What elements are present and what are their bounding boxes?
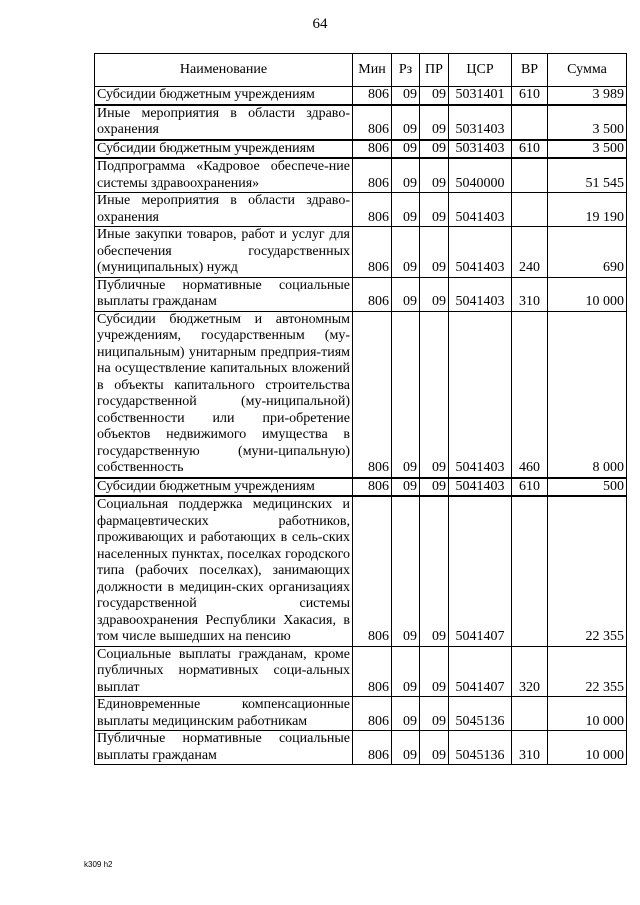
row-min: 806 xyxy=(353,158,392,193)
table-row xyxy=(95,140,627,159)
row-rz: 09 xyxy=(392,227,420,278)
row-csr: 5045136 xyxy=(449,697,512,731)
row-pr: 09 xyxy=(420,140,449,159)
table-row xyxy=(95,697,627,731)
row-name: Иные мероприятия в области здраво-охранения xyxy=(95,193,353,227)
row-csr: 5031401 xyxy=(449,87,512,105)
row-vr: 320 xyxy=(512,646,548,697)
row-sum: 19 190 xyxy=(548,193,627,227)
row-rz: 09 xyxy=(392,193,420,227)
row-sum: 22 355 xyxy=(548,646,627,697)
row-sum: 3 500 xyxy=(548,140,627,159)
row-vr: 610 xyxy=(512,87,548,105)
row-name: Субсидии бюджетным учреждениям xyxy=(95,140,353,159)
row-min: 806 xyxy=(353,646,392,697)
row-vr: 310 xyxy=(512,277,548,311)
page-number: 64 xyxy=(312,16,328,32)
table-row xyxy=(95,87,627,105)
row-pr: 09 xyxy=(420,646,449,697)
row-pr: 09 xyxy=(420,87,449,105)
row-vr: 240 xyxy=(512,227,548,278)
row-rz: 09 xyxy=(392,87,420,105)
column-header-csr: ЦСР xyxy=(449,54,512,87)
row-rz: 09 xyxy=(392,646,420,697)
row-pr: 09 xyxy=(420,731,449,765)
table-row xyxy=(95,496,627,646)
row-sum: 10 000 xyxy=(548,277,627,311)
row-sum: 8 000 xyxy=(548,311,627,478)
row-pr: 09 xyxy=(420,311,449,478)
row-csr: 5041407 xyxy=(449,646,512,697)
row-pr: 09 xyxy=(420,697,449,731)
row-rz: 09 xyxy=(392,140,420,159)
row-rz: 09 xyxy=(392,105,420,140)
row-min: 806 xyxy=(353,478,392,497)
row-sum: 690 xyxy=(548,227,627,278)
row-vr xyxy=(512,697,548,731)
footer-code: k309 h2 xyxy=(84,860,113,869)
row-pr: 09 xyxy=(420,227,449,278)
row-vr xyxy=(512,158,548,193)
row-pr: 09 xyxy=(420,496,449,646)
row-csr: 5031403 xyxy=(449,140,512,159)
row-min: 806 xyxy=(353,731,392,765)
row-sum: 3 989 xyxy=(548,87,627,105)
row-sum: 500 xyxy=(548,478,627,497)
row-csr: 5041407 xyxy=(449,496,512,646)
row-sum: 10 000 xyxy=(548,731,627,765)
row-name: Субсидии бюджетным учреждениям xyxy=(95,87,353,105)
row-vr: 310 xyxy=(512,731,548,765)
table-row xyxy=(95,105,627,140)
header-row xyxy=(95,54,627,87)
row-min: 806 xyxy=(353,87,392,105)
row-name: Иные закупки товаров, работ и услуг для обеспечения государственных (муниципальных) нужд xyxy=(95,227,353,278)
row-vr: 610 xyxy=(512,140,548,159)
row-name: Подпрограмма «Кадровое обеспече-ние системы здравоохранения» xyxy=(95,158,353,193)
row-pr: 09 xyxy=(420,105,449,140)
row-name: Субсидии бюджетным и автономным учреждениям, государственным (му-ниципальным) унитарным предприя-тиям на осуществление капитальных вложений в объекты капитального строительства государственной (му-ниципальной) собственности или при-обретение объектов недвижимого имущества в государственную (муни-ципальную) собственность xyxy=(95,311,353,478)
row-min: 806 xyxy=(353,140,392,159)
row-csr: 5041403 xyxy=(449,193,512,227)
column-header-min: Мин xyxy=(353,54,392,87)
row-name: Субсидии бюджетным учреждениям xyxy=(95,478,353,497)
table-row xyxy=(95,277,627,311)
row-sum: 22 355 xyxy=(548,496,627,646)
column-header-rz: Рз xyxy=(392,54,420,87)
row-name: Единовременные компенсационные выплаты медицинским работникам xyxy=(95,697,353,731)
row-min: 806 xyxy=(353,227,392,278)
row-vr xyxy=(512,105,548,140)
row-rz: 09 xyxy=(392,478,420,497)
row-sum: 10 000 xyxy=(548,697,627,731)
row-vr: 460 xyxy=(512,311,548,478)
row-rz: 09 xyxy=(392,158,420,193)
row-name: Иные мероприятия в области здраво-охранения xyxy=(95,105,353,140)
row-rz: 09 xyxy=(392,277,420,311)
table-row xyxy=(95,731,627,765)
row-name: Социальная поддержка медицинских и фармацевтических работников, проживающих и работающих в сель-ских населенных пунктах, поселках городского типа (рабочих поселках), занимающих должности в медицин-ских организациях государственной системы здравоохранения Республики Хакасия, в том числе вышедших на пенсию xyxy=(95,496,353,646)
row-pr: 09 xyxy=(420,277,449,311)
table-row xyxy=(95,227,627,278)
row-name: Публичные нормативные социальные выплаты гражданам xyxy=(95,277,353,311)
table-row xyxy=(95,646,627,697)
row-rz: 09 xyxy=(392,697,420,731)
row-csr: 5041403 xyxy=(449,478,512,497)
row-name: Социальные выплаты гражданам, кроме публичных нормативных соци-альных выплат xyxy=(95,646,353,697)
row-sum: 3 500 xyxy=(548,105,627,140)
row-sum: 51 545 xyxy=(548,158,627,193)
column-header-pr: ПР xyxy=(420,54,449,87)
row-rz: 09 xyxy=(392,731,420,765)
row-min: 806 xyxy=(353,697,392,731)
column-header-vr: ВР xyxy=(512,54,548,87)
row-pr: 09 xyxy=(420,478,449,497)
row-vr: 610 xyxy=(512,478,548,497)
table-row xyxy=(95,311,627,478)
row-csr: 5041403 xyxy=(449,227,512,278)
table-row xyxy=(95,478,627,497)
row-min: 806 xyxy=(353,496,392,646)
row-name: Публичные нормативные социальные выплаты гражданам xyxy=(95,731,353,765)
row-pr: 09 xyxy=(420,158,449,193)
row-rz: 09 xyxy=(392,496,420,646)
row-csr: 5040000 xyxy=(449,158,512,193)
row-csr: 5045136 xyxy=(449,731,512,765)
row-pr: 09 xyxy=(420,193,449,227)
table-row xyxy=(95,158,627,193)
row-min: 806 xyxy=(353,193,392,227)
row-min: 806 xyxy=(353,311,392,478)
row-vr xyxy=(512,496,548,646)
row-min: 806 xyxy=(353,277,392,311)
row-rz: 09 xyxy=(392,311,420,478)
row-vr xyxy=(512,193,548,227)
budget-table xyxy=(94,53,627,765)
column-header-sum: Сумма xyxy=(548,54,627,87)
column-header-name: Наименование xyxy=(95,54,353,87)
row-csr: 5041403 xyxy=(449,277,512,311)
row-min: 806 xyxy=(353,105,392,140)
row-csr: 5041403 xyxy=(449,311,512,478)
table-row xyxy=(95,193,627,227)
row-csr: 5031403 xyxy=(449,105,512,140)
